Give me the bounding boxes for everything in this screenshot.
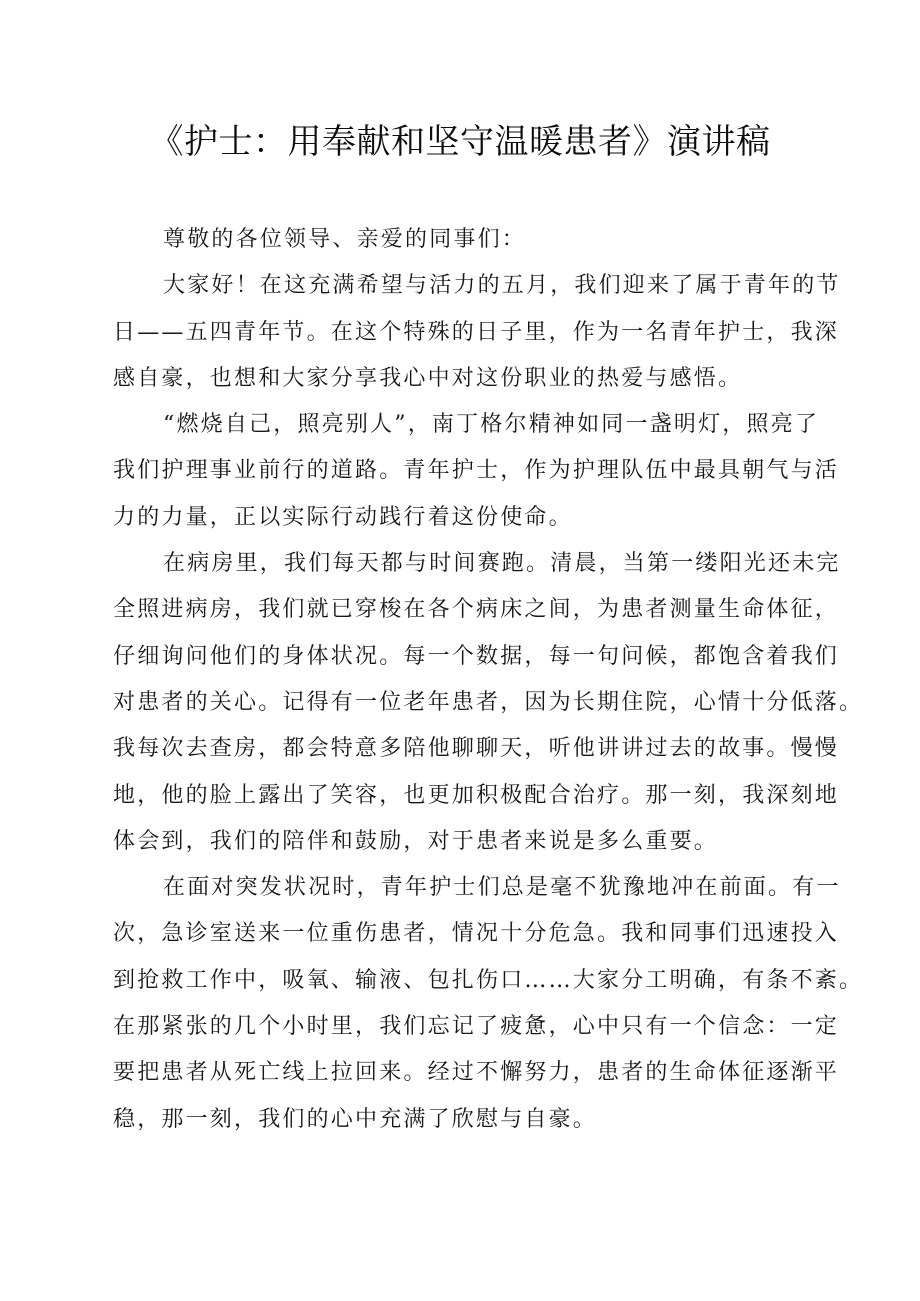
text-line: “燃烧自己，照亮别人”，南丁格尔精神如同一盏明灯，照亮了 — [163, 412, 820, 438]
paragraph-ward — [113, 541, 864, 865]
text-line: 在面对突发状况时，青年护士们总是毫不犹豫地冲在前面。有一 — [163, 875, 841, 901]
text-line: 力的力量，正以实际行动践行着这份使命。 — [113, 504, 573, 530]
text-line: 日——五四青年节。在这个特殊的日子里，作为一名青年护士，我深 — [113, 319, 840, 345]
text-line: 感自豪，也想和大家分享我心中对这份职业的热爱与感悟。 — [113, 365, 743, 391]
text-line: 全照进病房，我们就已穿梭在各个病床之间，为患者测量生命体征， — [113, 597, 840, 623]
text-line: 在病房里，我们每天都与时间赛跑。清晨，当第一缕阳光还未完 — [163, 551, 841, 577]
text-line: 要把患者从死亡线上拉回来。经过不懈努力，患者的生命体征逐渐平 — [113, 1060, 840, 1086]
text-line: 次，急诊室送来一位重伤患者，情况十分危急。我和同事们迅速投入 — [113, 921, 840, 947]
text-line: 稳，那一刻，我们的心中充满了欣慰与自豪。 — [113, 1106, 598, 1132]
text-line: 地，他的脸上露出了笑容，也更加积极配合治疗。那一刻，我深刻地 — [113, 782, 840, 808]
paragraph-intro — [113, 263, 841, 402]
document-body — [113, 217, 864, 1143]
text-line: 大家好！在这充满希望与活力的五月，我们迎来了属于青年的节 — [163, 273, 841, 299]
text-line: 体会到，我们的陪伴和鼓励，对于患者来说是多么重要。 — [113, 828, 719, 854]
text-line: 我们护理事业前行的道路。青年护士，作为护理队伍中最具朝气与活 — [113, 458, 840, 484]
document-title: 《护士：用奉献和坚守温暖患者》演讲稿 — [149, 122, 771, 162]
text-line: 到抢救工作中，吸氧、输液、包扎伤口……大家分工明确，有条不紊。 — [113, 967, 864, 993]
text-line: 仔细询问他们的身体状况。每一个数据，每一句问候，都饱含着我们 — [113, 643, 840, 669]
text-line: 对患者的关心。记得有一位老年患者，因为长期住院，心情十分低落。 — [113, 689, 864, 715]
paragraph-nightingale — [113, 402, 840, 541]
text-line: 我每次去查房，都会特意多陪他聊聊天，听他讲讲过去的故事。慢慢 — [113, 736, 840, 762]
paragraph-emergency — [113, 865, 864, 1143]
text-line: 尊敬的各位领导、亲爱的同事们： — [163, 227, 527, 252]
text-line: 在那紧张的几个小时里，我们忘记了疲惫，心中只有一个信念：一定 — [113, 1014, 840, 1040]
paragraph-greeting — [113, 217, 828, 263]
